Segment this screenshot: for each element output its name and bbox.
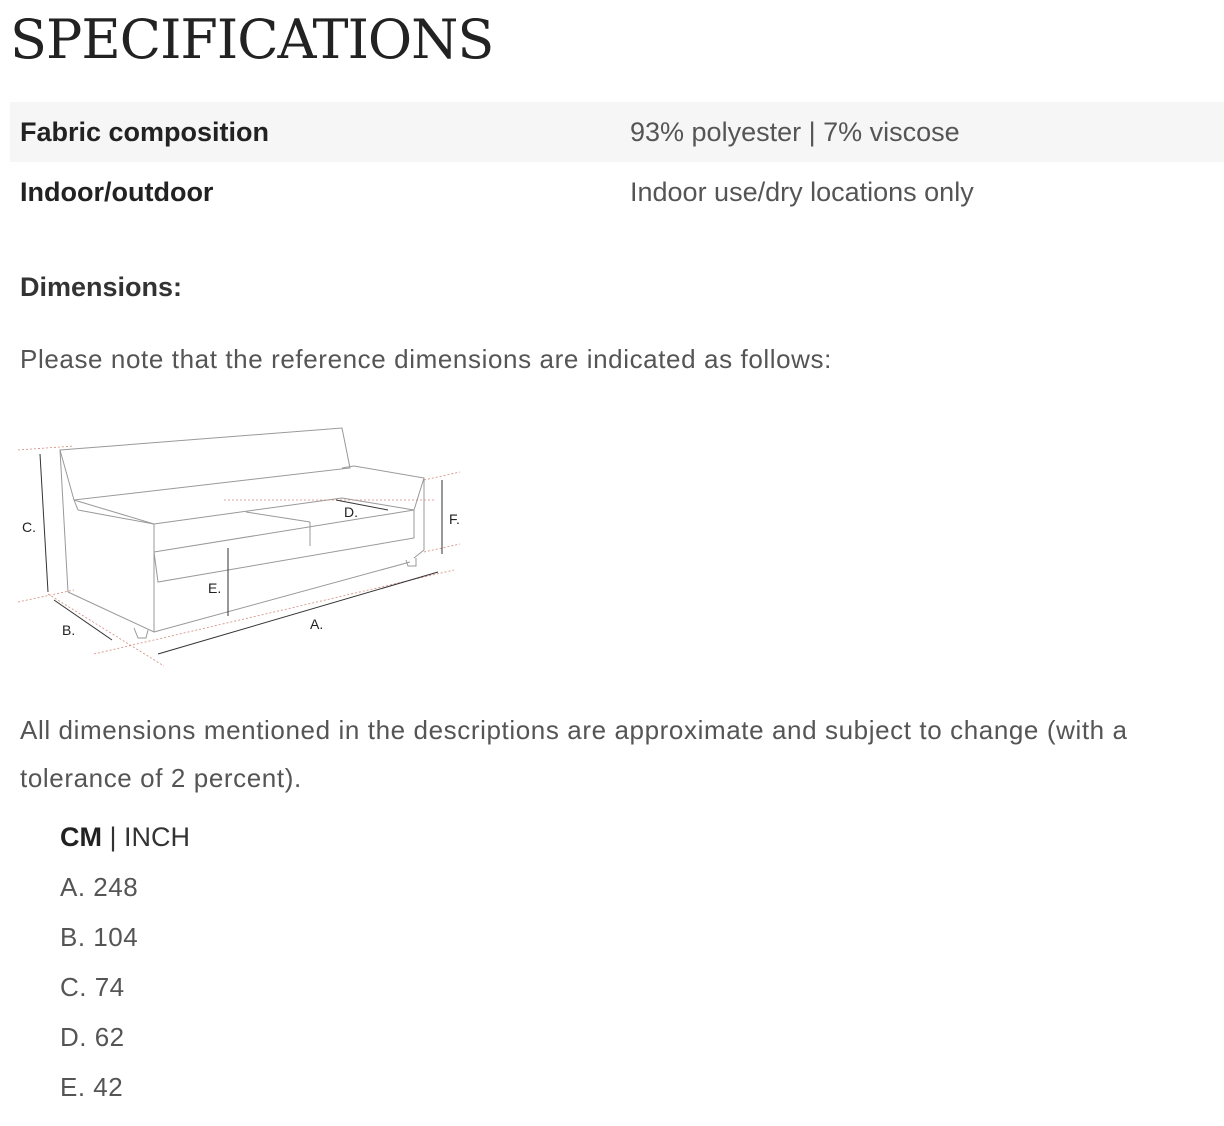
list-item: C. 74: [60, 972, 125, 1002]
spec-label: Indoor/outdoor: [20, 176, 214, 207]
unit-inch-option[interactable]: INCH: [124, 822, 191, 852]
dimension-values-list: [60, 866, 138, 1116]
spec-value: Indoor use/dry locations only: [630, 176, 974, 207]
dimensions-heading: Dimensions:: [20, 272, 183, 302]
unit-switch: [60, 822, 190, 853]
sofa-dimensions-diagram: [14, 420, 464, 670]
diagram-label-c: C.: [22, 519, 36, 535]
diagram-label-a: A.: [310, 616, 324, 632]
dimensions-disclaimer: All dimensions mentioned in the descriptions are approximate and subject to change (with a tolerance of 2 percent).: [20, 715, 1128, 793]
list-item: D. 62: [60, 1022, 125, 1052]
diagram-label-e: E.: [208, 580, 222, 596]
diagram-label-d: D.: [344, 504, 358, 520]
list-item: E. 42: [60, 1072, 124, 1102]
list-item: A. 248: [60, 872, 139, 902]
diagram-label-b: B.: [62, 622, 76, 638]
unit-separator: |: [102, 822, 125, 852]
diagram-label-f: F.: [449, 511, 460, 527]
specifications-table: [10, 102, 1224, 222]
spec-row-fabric: [10, 102, 1224, 162]
dimensions-note: Please note that the reference dimensions are indicated as follows:: [20, 344, 832, 374]
spec-label: Fabric composition: [20, 116, 270, 147]
unit-cm-option[interactable]: CM: [60, 822, 102, 852]
spec-row-indoor-outdoor: [10, 162, 1224, 222]
list-item: B. 104: [60, 922, 139, 952]
page-title: SPECIFICATIONS: [10, 8, 494, 71]
spec-value: 93% polyester | 7% viscose: [630, 116, 960, 147]
